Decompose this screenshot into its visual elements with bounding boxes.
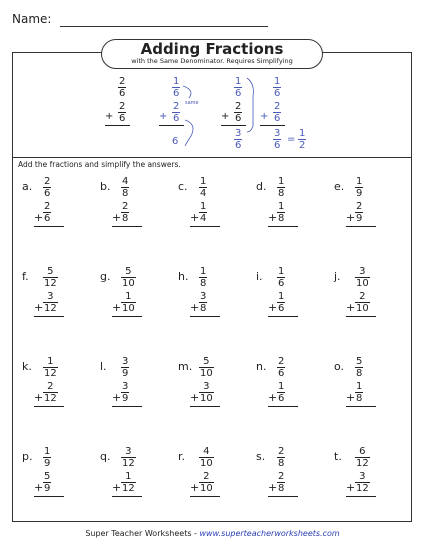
problem-label: p. (22, 450, 33, 463)
problem-addend-1: $\frac{4}{10}$ (200, 446, 213, 469)
answer-line[interactable] (34, 496, 64, 497)
example-step2-result-den: 6 (172, 136, 179, 147)
problem-q (100, 446, 170, 516)
problem-i (256, 266, 326, 336)
title-banner (101, 39, 323, 69)
problem-label: o. (334, 360, 345, 373)
plus-sign: + (346, 301, 356, 314)
plus-sign: + (34, 211, 44, 224)
problem-addend-1: $\frac{2}{6}$ (44, 176, 51, 199)
plus-sign: + (112, 301, 122, 314)
problem-addend-2: $\frac{2}{10}$ (200, 471, 213, 494)
problem-addend-1: $\frac{3}{10}$ (356, 266, 369, 289)
problem-k (22, 356, 92, 426)
problem-label: c. (178, 180, 188, 193)
plus-sign: + (112, 211, 122, 224)
problem-j (334, 266, 404, 336)
problem-addend-2: $\frac{2}{8}$ (122, 201, 129, 224)
footer (0, 529, 425, 538)
instructions: Add the fractions and simplify the answers. (18, 160, 181, 169)
example-step2-arrow-icon (177, 84, 207, 146)
example-step4-top: $\frac{1}{6}$ (274, 76, 281, 99)
problem-addend-1: $\frac{1}{8}$ (278, 176, 285, 199)
problem-addend-1: $\frac{1}{12}$ (44, 356, 57, 379)
answer-line[interactable] (268, 316, 298, 317)
plus-sign: + (190, 391, 200, 404)
problem-n (256, 356, 326, 426)
problem-l (100, 356, 170, 426)
plus-sign: + (346, 481, 356, 494)
example-step3-top: $\frac{1}{6}$ (235, 76, 242, 99)
footer-text: Super Teacher Worksheets - (85, 529, 200, 538)
example-step4-line (260, 125, 285, 126)
name-label: Name: (12, 12, 52, 26)
problem-addend-1: $\frac{5}{12}$ (44, 266, 57, 289)
plus-sign: + (34, 301, 44, 314)
problem-label: d. (256, 180, 267, 193)
answer-line[interactable] (112, 226, 142, 227)
problem-addend-1: $\frac{6}{12}$ (356, 446, 369, 469)
problem-label: g. (100, 270, 111, 283)
example-step1-plus: + (105, 111, 114, 122)
example-equals: = (287, 134, 296, 145)
problem-label: q. (100, 450, 111, 463)
example-step2-top: $\frac{1}{6}$ (173, 76, 180, 99)
example-step1-bottom: $\frac{2}{6}$ (119, 101, 126, 124)
problem-addend-2: $\frac{5}{9}$ (44, 471, 51, 494)
plus-sign: + (268, 211, 278, 224)
problem-h (178, 266, 248, 336)
problem-addend-2: $\frac{3}{10}$ (200, 381, 213, 404)
problem-addend-2: $\frac{2}{8}$ (278, 471, 285, 494)
problem-label: l. (100, 360, 107, 373)
problem-addend-2: $\frac{1}{8}$ (278, 201, 285, 224)
example-panel (13, 70, 411, 158)
example-step1-top: $\frac{2}{6}$ (119, 76, 126, 99)
problem-label: t. (334, 450, 342, 463)
problem-addend-2: $\frac{3}{9}$ (122, 381, 129, 404)
answer-line[interactable] (190, 496, 220, 497)
problem-label: n. (256, 360, 267, 373)
answer-line[interactable] (190, 226, 220, 227)
answer-line[interactable] (112, 406, 142, 407)
page-subtitle: with the Same Denominator. Requires Simplifying (131, 57, 293, 65)
problem-s (256, 446, 326, 516)
problem-addend-1: $\frac{2}{8}$ (278, 446, 285, 469)
example-step1-line (105, 125, 130, 126)
answer-line[interactable] (268, 496, 298, 497)
problem-addend-2: $\frac{1}{8}$ (356, 381, 363, 404)
answer-line[interactable] (34, 406, 64, 407)
problem-r (178, 446, 248, 516)
problem-addend-2: $\frac{2}{10}$ (356, 291, 369, 314)
problem-addend-1: $\frac{3}{12}$ (122, 446, 135, 469)
plus-sign: + (34, 481, 44, 494)
answer-line[interactable] (346, 496, 376, 497)
problem-label: b. (100, 180, 111, 193)
problem-f (22, 266, 92, 336)
problem-addend-1: $\frac{1}{9}$ (44, 446, 51, 469)
answer-line[interactable] (268, 406, 298, 407)
example-step2-plus: + (159, 111, 168, 122)
plus-sign: + (190, 301, 200, 314)
plus-sign: + (190, 481, 200, 494)
problem-addend-1: $\frac{1}{6}$ (278, 266, 285, 289)
answer-line[interactable] (268, 226, 298, 227)
problem-a (22, 176, 92, 246)
example-step3-plus: + (221, 111, 230, 122)
problem-addend-1: $\frac{3}{9}$ (122, 356, 129, 379)
problem-label: j. (334, 270, 341, 283)
problem-addend-1: $\frac{1}{4}$ (200, 176, 207, 199)
answer-line[interactable] (112, 316, 142, 317)
problem-addend-1: $\frac{5}{10}$ (200, 356, 213, 379)
example-step4-plus: + (260, 111, 269, 122)
example-same-note: same (185, 100, 199, 106)
example-step3-sum: $\frac{3}{6}$ (235, 128, 242, 151)
plus-sign: + (268, 481, 278, 494)
problem-addend-2: $\frac{2}{12}$ (44, 381, 57, 404)
page-title: Adding Fractions (140, 40, 284, 58)
problem-addend-1: $\frac{1}{8}$ (200, 266, 207, 289)
example-step4-sum: $\frac{3}{6}$ (274, 128, 281, 151)
answer-line[interactable] (190, 316, 220, 317)
problem-label: e. (334, 180, 345, 193)
example-step2-bottom: $\frac{2}{6}$ (173, 101, 180, 124)
problem-label: r. (178, 450, 186, 463)
problem-m (178, 356, 248, 426)
plus-sign: + (112, 391, 122, 404)
problem-addend-2: $\frac{1}{12}$ (122, 471, 135, 494)
answer-line[interactable] (346, 226, 376, 227)
plus-sign: + (190, 211, 200, 224)
problem-c (178, 176, 248, 246)
plus-sign: + (346, 391, 356, 404)
footer-url[interactable]: www.superteacherworksheets.com (199, 529, 340, 538)
problem-b (100, 176, 170, 246)
problem-label: f. (22, 270, 29, 283)
plus-sign: + (268, 391, 278, 404)
problem-addend-2: $\frac{3}{8}$ (200, 291, 207, 314)
problem-addend-1: $\frac{5}{10}$ (122, 266, 135, 289)
name-field-line[interactable] (60, 26, 268, 27)
problem-e (334, 176, 404, 246)
answer-line[interactable] (190, 406, 220, 407)
problem-addend-1: $\frac{4}{8}$ (122, 176, 129, 199)
plus-sign: + (268, 301, 278, 314)
problem-addend-1: $\frac{2}{6}$ (278, 356, 285, 379)
problem-label: m. (178, 360, 193, 373)
problem-t (334, 446, 404, 516)
problem-addend-2: $\frac{2}{6}$ (44, 201, 51, 224)
problem-g (100, 266, 170, 336)
problem-addend-2: $\frac{1}{10}$ (122, 291, 135, 314)
answer-line[interactable] (112, 496, 142, 497)
example-step3-bottom: $\frac{2}{6}$ (235, 101, 242, 124)
problem-addend-2: $\frac{3}{12}$ (44, 291, 57, 314)
problem-addend-2: $\frac{1}{6}$ (278, 381, 285, 404)
answer-line[interactable] (346, 316, 376, 317)
problem-addend-2: $\frac{2}{9}$ (356, 201, 363, 224)
problem-label: a. (22, 180, 33, 193)
problem-label: k. (22, 360, 32, 373)
problem-label: i. (256, 270, 263, 283)
plus-sign: + (112, 481, 122, 494)
example-step4-simplified: $\frac{1}{2}$ (299, 128, 306, 151)
problem-addend-2: $\frac{3}{12}$ (356, 471, 369, 494)
answer-line[interactable] (34, 226, 64, 227)
problem-d (256, 176, 326, 246)
plus-sign: + (346, 211, 356, 224)
answer-line[interactable] (346, 406, 376, 407)
example-step4-bottom: $\frac{2}{6}$ (274, 101, 281, 124)
problem-label: s. (256, 450, 266, 463)
problem-o (334, 356, 404, 426)
problem-label: h. (178, 270, 189, 283)
answer-line[interactable] (34, 316, 64, 317)
problem-addend-1: $\frac{1}{9}$ (356, 176, 363, 199)
problem-addend-1: $\frac{5}{8}$ (356, 356, 363, 379)
plus-sign: + (34, 391, 44, 404)
problem-addend-2: $\frac{1}{6}$ (278, 291, 285, 314)
problem-addend-2: $\frac{1}{4}$ (200, 201, 207, 224)
problem-p (22, 446, 92, 516)
